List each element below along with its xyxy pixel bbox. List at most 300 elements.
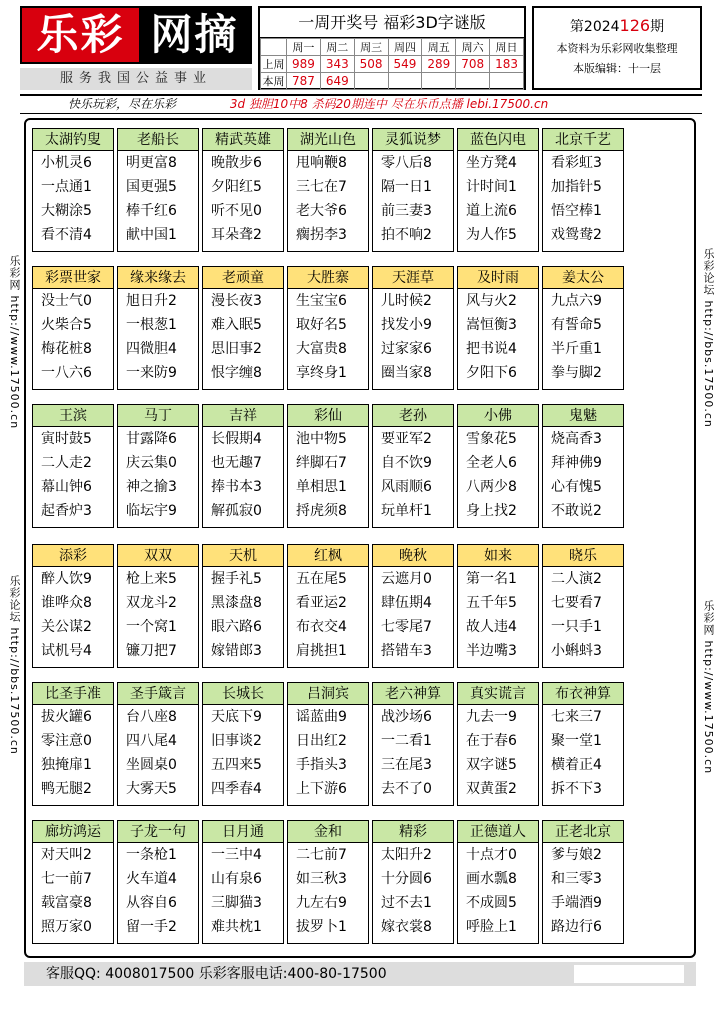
riddle-card	[117, 544, 199, 668]
riddle-line: 捋虎须8	[296, 503, 347, 519]
riddle-line: 生宝宝6	[296, 293, 347, 309]
riddle-line: 一根葱1	[126, 317, 177, 333]
riddle-line: 太阳升2	[381, 847, 432, 863]
draw-value: 549	[388, 56, 422, 73]
draw-value	[388, 73, 422, 90]
riddle-card	[457, 266, 539, 390]
riddle-card	[32, 544, 114, 668]
draw-value: 289	[422, 56, 456, 73]
riddle-line: 九左右9	[296, 895, 347, 911]
riddle-card	[372, 544, 454, 668]
riddle-line: 庆云集0	[126, 455, 177, 471]
riddle-line: 握手礼5	[211, 571, 262, 587]
riddle-line: 身上找2	[466, 503, 517, 519]
riddle-card-title: 廊坊鸿运	[33, 821, 113, 843]
riddle-card-title: 姜太公	[543, 267, 623, 289]
riddle-line: 自不饮9	[381, 455, 432, 471]
riddle-line: 一八六6	[41, 365, 92, 381]
riddle-line: 嫁衣裳8	[381, 919, 432, 935]
day-header: 周二	[320, 39, 354, 56]
riddle-card	[372, 404, 454, 528]
riddle-line: 大富贵8	[296, 341, 347, 357]
riddle-card-title: 蓝色闪电	[458, 129, 538, 151]
site-logo[interactable]	[20, 6, 252, 64]
riddle-line: 肩挑担1	[296, 643, 347, 659]
riddle-line: 日出红2	[296, 733, 347, 749]
riddle-line: 把书说4	[466, 341, 517, 357]
riddle-card	[287, 128, 369, 252]
riddle-line: 大雾天5	[126, 781, 177, 797]
riddle-line: 拜神佛9	[551, 455, 602, 471]
riddle-line: 嫁错郎3	[211, 643, 262, 659]
riddle-card	[117, 128, 199, 252]
riddle-card-title: 真实谎言	[458, 683, 538, 705]
riddle-line: 心有愧5	[551, 479, 602, 495]
side-text-left-top[interactable]: 乐彩网 http://www.17500.cn	[8, 255, 21, 430]
riddle-line: 五千年5	[466, 595, 517, 611]
riddle-line: 横着正4	[551, 757, 602, 773]
riddle-line: 九去一9	[466, 709, 517, 725]
riddle-line: 单相思1	[296, 479, 347, 495]
riddle-line: 醉人饮9	[41, 571, 92, 587]
riddle-line: 七一前7	[41, 871, 92, 887]
riddle-line: 眼六路6	[211, 619, 262, 635]
riddle-line: 临坛宇9	[126, 503, 177, 519]
riddle-card-title: 灵狐说梦	[373, 129, 453, 151]
riddle-line: 一三中4	[211, 847, 262, 863]
riddle-line: 儿时候2	[381, 293, 432, 309]
riddle-line: 关公谋2	[41, 619, 92, 635]
riddle-line: 棒千红6	[126, 203, 177, 219]
riddle-card	[32, 128, 114, 252]
riddle-card-title: 老船长	[118, 129, 198, 151]
riddle-line: 双黄蛋2	[466, 781, 517, 797]
riddle-line: 拆不下3	[551, 781, 602, 797]
issue-num: 126	[619, 16, 651, 35]
riddle-line: 四季春4	[211, 781, 262, 797]
riddle-line: 在于春6	[466, 733, 517, 749]
riddle-line: 梅花桩8	[41, 341, 92, 357]
riddle-line: 拍不响2	[381, 227, 432, 243]
riddle-line: 解孤寂0	[211, 503, 262, 519]
riddle-line: 幕山钟6	[41, 479, 92, 495]
riddle-line: 七来三7	[551, 709, 602, 725]
riddle-card	[287, 544, 369, 668]
riddle-line: 双字谜5	[466, 757, 517, 773]
draw-row-this-week	[261, 73, 524, 90]
riddle-card	[202, 266, 284, 390]
issue-prefix: 第	[569, 19, 584, 35]
riddle-line: 风与火2	[466, 293, 517, 309]
riddle-line: 七零尾7	[381, 619, 432, 635]
riddle-line: 云遮月0	[381, 571, 432, 587]
riddle-card-title: 正德道人	[458, 821, 538, 843]
issue-note: 本资料为乐彩网收集整理	[556, 42, 678, 55]
riddle-line: 神之揄3	[126, 479, 177, 495]
riddle-line: 隔一日1	[381, 179, 432, 195]
draw-value: 508	[354, 56, 388, 73]
row-label: 上周	[261, 56, 287, 73]
riddle-line: 晚散步6	[211, 155, 262, 171]
riddle-line: 起香炉3	[41, 503, 92, 519]
riddle-line: 夕阳红5	[211, 179, 262, 195]
riddle-line: 照万家0	[41, 919, 92, 935]
riddle-line: 前三妻3	[381, 203, 432, 219]
riddle-line: 拔火罐6	[41, 709, 92, 725]
riddle-card	[202, 544, 284, 668]
riddle-line: 一只手1	[551, 619, 602, 635]
riddle-card	[32, 404, 114, 528]
riddle-line: 上下游6	[296, 781, 347, 797]
riddle-line: 为人作5	[466, 227, 517, 243]
riddle-line: 四八尾4	[126, 733, 177, 749]
banner-left: 快乐玩彩，尽在乐彩	[68, 97, 177, 111]
riddle-line: 载富豪8	[41, 895, 92, 911]
riddle-card	[372, 128, 454, 252]
riddle-line: 二人演2	[551, 571, 602, 587]
riddle-line: 聚一堂1	[551, 733, 602, 749]
riddle-card-title: 吉祥	[203, 405, 283, 427]
riddle-line: 不敢说2	[551, 503, 602, 519]
riddle-line: 享终身1	[296, 365, 347, 381]
slogan: 服务我国公益事业	[20, 68, 252, 90]
riddle-card-title: 比圣手准	[33, 683, 113, 705]
draw-value: 183	[490, 56, 524, 73]
riddle-card-title: 彩票世家	[33, 267, 113, 289]
riddle-card-title: 添彩	[33, 545, 113, 567]
riddle-line: 一二看1	[381, 733, 432, 749]
riddle-card	[457, 404, 539, 528]
logo-black-part: 网摘	[139, 8, 250, 62]
riddle-card	[542, 682, 624, 806]
riddle-line: 零八后8	[381, 155, 432, 171]
riddle-line: 火车道4	[126, 871, 177, 887]
riddle-card	[32, 266, 114, 390]
riddle-line: 九点六9	[551, 293, 602, 309]
riddle-line: 留一手2	[126, 919, 177, 935]
riddle-card	[542, 544, 624, 668]
riddle-line: 大糊涂5	[41, 203, 92, 219]
draw-table	[260, 38, 524, 90]
riddle-card-title: 精武英雄	[203, 129, 283, 151]
riddle-line: 枪上来5	[126, 571, 177, 587]
riddle-card-title: 晚秋	[373, 545, 453, 567]
footer-blank-box	[574, 965, 684, 983]
riddle-card	[457, 544, 539, 668]
riddle-line: 池中物5	[296, 431, 347, 447]
riddle-card-title: 王滨	[33, 405, 113, 427]
riddle-line: 火柴合5	[41, 317, 92, 333]
riddle-line: 寅时鼓5	[41, 431, 92, 447]
riddle-line: 如三秋3	[296, 871, 347, 887]
riddle-card	[287, 404, 369, 528]
day-header: 周四	[388, 39, 422, 56]
riddle-card-title: 正老北京	[543, 821, 623, 843]
riddle-card	[117, 682, 199, 806]
riddle-card	[457, 820, 539, 944]
riddle-line: 手端酒9	[551, 895, 602, 911]
riddle-card-title: 北京千艺	[543, 129, 623, 151]
riddle-line: 难共枕1	[211, 919, 262, 935]
riddle-card-title: 大胜寨	[288, 267, 368, 289]
riddle-line: 过家家6	[381, 341, 432, 357]
riddle-card	[202, 682, 284, 806]
riddle-line: 夕阳下6	[466, 365, 517, 381]
riddle-card-title: 及时雨	[458, 267, 538, 289]
riddle-line: 绊脚石7	[296, 455, 347, 471]
side-text-left-bottom[interactable]: 乐彩论坛 http://bbs.17500.cn	[8, 575, 21, 755]
riddle-card	[542, 404, 624, 528]
riddle-card-title: 晓乐	[543, 545, 623, 567]
draw-value	[422, 73, 456, 90]
riddle-card-title: 金和	[288, 821, 368, 843]
riddle-line: 谁哗众8	[41, 595, 92, 611]
riddle-line: 一条枪1	[126, 847, 177, 863]
banner-right[interactable]: 3d 独胆10中8 杀码20期连中 尽在乐币点播 lebi.17500.cn	[229, 97, 549, 111]
riddle-card-title: 老顽童	[203, 267, 283, 289]
riddle-line: 道上流6	[466, 203, 517, 219]
riddle-line: 计时间1	[466, 179, 517, 195]
riddle-line: 不成圆5	[466, 895, 517, 911]
draw-value	[456, 73, 490, 90]
riddle-line: 玩单杆1	[381, 503, 432, 519]
header	[20, 6, 702, 92]
riddle-card-title: 布衣神算	[543, 683, 623, 705]
riddle-card	[32, 682, 114, 806]
riddle-card	[542, 266, 624, 390]
riddle-line: 有誓命5	[551, 317, 602, 333]
riddle-line: 手指头3	[296, 757, 347, 773]
riddle-line: 四微胆4	[126, 341, 177, 357]
side-text-right-top[interactable]: 乐彩论坛 http://bbs.17500.cn	[702, 248, 715, 428]
riddle-line: 一来防9	[126, 365, 177, 381]
riddle-line: 布衣交4	[296, 619, 347, 635]
riddle-line: 去不了0	[381, 781, 432, 797]
riddle-line: 一个窝1	[126, 619, 177, 635]
draw-value: 649	[320, 73, 354, 90]
riddle-line: 三脚猫3	[211, 895, 262, 911]
riddle-card-title: 小佛	[458, 405, 538, 427]
riddle-line: 五四来5	[211, 757, 262, 773]
logo-red-part: 乐彩	[22, 8, 139, 62]
riddle-card-title: 精彩	[373, 821, 453, 843]
riddle-line: 听不见0	[211, 203, 262, 219]
riddle-line: 瘸拐李3	[296, 227, 347, 243]
riddle-card	[117, 404, 199, 528]
editor-note: 本版编辑：十一层	[573, 62, 661, 75]
footer	[24, 962, 696, 986]
draw-value: 989	[287, 56, 321, 73]
riddle-line: 天底下9	[211, 709, 262, 725]
riddle-line: 加指针5	[551, 179, 602, 195]
riddle-line: 路边行6	[551, 919, 602, 935]
draw-value	[354, 73, 388, 90]
riddle-line: 国更强5	[126, 179, 177, 195]
draw-corner-cell	[261, 39, 287, 56]
riddle-line: 雪象花5	[466, 431, 517, 447]
banner	[20, 94, 702, 114]
riddle-line: 小蝌蚪3	[551, 643, 602, 659]
draw-value	[490, 73, 524, 90]
riddle-card-title: 太湖钓叟	[33, 129, 113, 151]
riddle-card	[287, 682, 369, 806]
riddle-line: 小机灵6	[41, 155, 92, 171]
riddle-line: 甘露降6	[126, 431, 177, 447]
riddle-card-title: 缘来缘去	[118, 267, 198, 289]
riddle-card-title: 吕洞宾	[288, 683, 368, 705]
riddle-line: 肆伍期4	[381, 595, 432, 611]
riddle-line: 二人走2	[41, 455, 92, 471]
riddle-line: 看不清4	[41, 227, 92, 243]
riddle-line: 山有泉6	[211, 871, 262, 887]
riddle-line: 鸭无腿2	[41, 781, 92, 797]
draw-value: 787	[287, 73, 321, 90]
draw-title: 一周开奖号 福彩3D字谜版	[260, 8, 524, 38]
riddle-card	[202, 128, 284, 252]
riddle-card-title: 如来	[458, 545, 538, 567]
riddle-line: 三七在7	[296, 179, 347, 195]
riddle-card	[287, 266, 369, 390]
riddle-line: 试机号4	[41, 643, 92, 659]
riddle-line: 零注意0	[41, 733, 92, 749]
riddle-card-title: 彩仙	[288, 405, 368, 427]
riddle-line: 悟空棒1	[551, 203, 602, 219]
riddle-line: 献中国1	[126, 227, 177, 243]
draw-days-row	[261, 39, 524, 56]
riddle-line: 半边嘴3	[466, 643, 517, 659]
riddle-line: 取好名5	[296, 317, 347, 333]
riddle-line: 十分圆6	[381, 871, 432, 887]
riddle-card	[117, 266, 199, 390]
riddle-line: 双龙斗2	[126, 595, 177, 611]
riddle-card-title: 双双	[118, 545, 198, 567]
riddle-card	[287, 820, 369, 944]
riddle-line: 黑漆盘8	[211, 595, 262, 611]
riddle-line: 难入眠5	[211, 317, 262, 333]
riddle-card-title: 马丁	[118, 405, 198, 427]
riddle-line: 从容自6	[126, 895, 177, 911]
riddle-line: 看亚运2	[296, 595, 347, 611]
riddle-line: 恨字缠8	[211, 365, 262, 381]
riddle-card	[117, 820, 199, 944]
riddle-card	[202, 404, 284, 528]
riddle-line: 故人违4	[466, 619, 517, 635]
riddle-line: 三在尾3	[381, 757, 432, 773]
riddle-line: 漫长夜3	[211, 293, 262, 309]
riddle-card-title: 老孙	[373, 405, 453, 427]
row-label: 本周	[261, 73, 287, 90]
riddle-line: 没士气0	[41, 293, 92, 309]
riddle-card	[542, 820, 624, 944]
issue-panel	[532, 6, 702, 90]
riddle-line: 对天叫2	[41, 847, 92, 863]
riddle-line: 戏鸳鸯2	[551, 227, 602, 243]
riddle-line: 八两少8	[466, 479, 517, 495]
weekly-draw-panel	[258, 6, 526, 90]
riddle-line: 圈当家8	[381, 365, 432, 381]
riddle-card	[32, 820, 114, 944]
issue-number	[534, 16, 700, 36]
riddle-line: 独掩扉1	[41, 757, 92, 773]
riddle-card-title: 长城长	[203, 683, 283, 705]
side-text-right-bottom[interactable]: 乐彩网 http://www.17500.cn	[702, 600, 715, 775]
issue-year: 2024	[583, 19, 620, 35]
riddle-line: 要亚军2	[381, 431, 432, 447]
riddle-line: 全老人6	[466, 455, 517, 471]
riddle-card	[457, 682, 539, 806]
riddle-card-title: 红枫	[288, 545, 368, 567]
riddle-line: 搭错车3	[381, 643, 432, 659]
draw-row-last-week	[261, 56, 524, 73]
riddle-line: 镰刀把7	[126, 643, 177, 659]
day-header: 周三	[354, 39, 388, 56]
riddle-line: 耳朵聋2	[211, 227, 262, 243]
riddle-card-title: 天机	[203, 545, 283, 567]
riddle-line: 第一名1	[466, 571, 517, 587]
riddle-line: 也无趣7	[211, 455, 262, 471]
day-header: 周五	[422, 39, 456, 56]
riddle-line: 老大爷6	[296, 203, 347, 219]
riddle-line: 旭日升2	[126, 293, 177, 309]
riddle-line: 旧事谈2	[211, 733, 262, 749]
riddle-line: 找发小9	[381, 317, 432, 333]
riddle-line: 烧高香3	[551, 431, 602, 447]
riddle-card-title: 湖光山色	[288, 129, 368, 151]
riddle-line: 台八座8	[126, 709, 177, 725]
riddle-card	[372, 682, 454, 806]
riddle-line: 一点通1	[41, 179, 92, 195]
riddle-card	[542, 128, 624, 252]
riddle-line: 捧书本3	[211, 479, 262, 495]
riddle-line: 战沙场6	[381, 709, 432, 725]
riddle-line: 五在尾5	[296, 571, 347, 587]
riddle-line: 明更富8	[126, 155, 177, 171]
riddle-card-title: 老六神算	[373, 683, 453, 705]
riddle-card-title: 鬼魅	[543, 405, 623, 427]
riddle-line: 七要看7	[551, 595, 602, 611]
riddle-line: 长假期4	[211, 431, 262, 447]
riddle-card-title: 日月通	[203, 821, 283, 843]
riddle-card	[457, 128, 539, 252]
riddle-line: 和三零3	[551, 871, 602, 887]
riddle-line: 拳与脚2	[551, 365, 602, 381]
riddle-line: 呼脸上1	[466, 919, 517, 935]
riddle-line: 甩响鞭8	[296, 155, 347, 171]
draw-value: 708	[456, 56, 490, 73]
riddle-card-title: 天涯草	[373, 267, 453, 289]
riddle-line: 二七前7	[296, 847, 347, 863]
riddle-line: 画水瓢8	[466, 871, 517, 887]
riddle-line: 看彩虹3	[551, 155, 602, 171]
riddle-grid	[24, 118, 696, 958]
riddle-line: 坐方凳4	[466, 155, 517, 171]
riddle-card	[372, 820, 454, 944]
riddle-line: 半斤重1	[551, 341, 602, 357]
riddle-line: 嵩恒衡3	[466, 317, 517, 333]
riddle-line: 拔罗卜1	[296, 919, 347, 935]
day-header: 周一	[287, 39, 321, 56]
riddle-card-title: 圣手箴言	[118, 683, 198, 705]
riddle-line: 过不去1	[381, 895, 432, 911]
footer-contact: 客服QQ: 4008017500 乐彩客服电话:400-80-17500	[46, 966, 387, 982]
riddle-line: 十点才0	[466, 847, 517, 863]
riddle-line: 谣蓝曲9	[296, 709, 347, 725]
riddle-card-title: 子龙一句	[118, 821, 198, 843]
issue-suffix: 期	[650, 19, 665, 35]
day-header: 周日	[490, 39, 524, 56]
riddle-card	[372, 266, 454, 390]
riddle-line: 风雨顺6	[381, 479, 432, 495]
